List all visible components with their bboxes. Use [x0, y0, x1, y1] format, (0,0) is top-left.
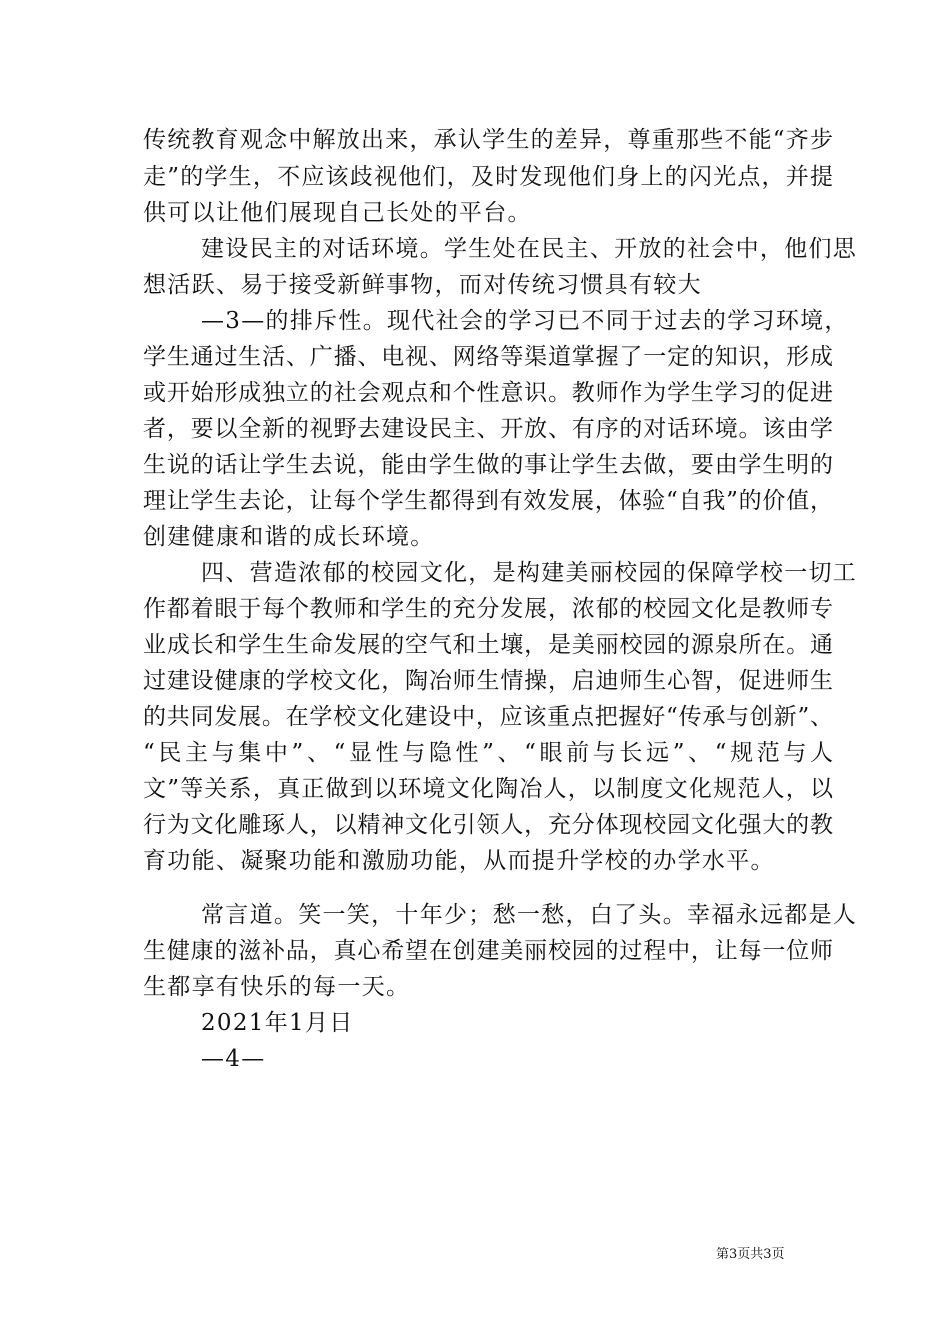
body-text-line: 生都享有快乐的每一天。 — [143, 974, 411, 1000]
body-text-line: 文”等关系，真正做到以环境文化陶冶人，以制度文化规范人，以 — [143, 776, 833, 802]
body-text-line: 生说的话让学生去说，能由学生做的事让学生去做，要由学生明的 — [143, 452, 833, 478]
date-line: 2021年1月日 — [201, 1010, 354, 1036]
page-marker: —4— — [201, 1046, 266, 1072]
body-text-line: 过建设健康的学校文化，陶冶师生情操，启迪师生心智，促进师生 — [143, 668, 833, 694]
body-text-line: 常言道。笑一笑，十年少；愁一愁，白了头。幸福永远都是人 — [201, 902, 858, 928]
body-text-line: 走”的学生，不应该歧视他们，及时发现他们身上的闪光点，并提 — [143, 164, 833, 190]
body-text-line: 作都着眼于每个教师和学生的充分发展，浓郁的校园文化是教师专 — [143, 596, 833, 622]
page-footer: 第3页共3页 — [716, 1247, 785, 1262]
body-text-line: 学生通过生活、广播、电视、网络等渠道掌握了一定的知识，形成 — [143, 344, 833, 370]
body-text-line: 创建健康和谐的成长环境。 — [143, 524, 435, 550]
body-text-line: 建设民主的对话环境。学生处在民主、开放的社会中，他们思 — [201, 236, 858, 262]
body-text-line: 想活跃、易于接受新鲜事物，而对传统习惯具有较大 — [143, 272, 702, 298]
body-text-line: “民主与集中”、“显性与隐性”、“眼前与长远”、“规范与人 — [143, 740, 833, 766]
body-text-line: 育功能、凝聚功能和激励功能，从而提升学校的办学水平。 — [143, 848, 775, 874]
body-text-line: 理让学生去论，让每个学生都得到有效发展，体验“自我”的价值， — [143, 488, 833, 514]
body-text-line: 业成长和学生生命发展的空气和土壤，是美丽校园的源泉所在。通 — [143, 632, 833, 658]
body-text-line: 供可以让他们展现自己长处的平台。 — [143, 200, 532, 226]
body-text-line: 四、营造浓郁的校园文化，是构建美丽校园的保障学校一切工 — [201, 560, 858, 586]
body-text-line: 行为文化雕琢人，以精神文化引领人，充分体现校园文化强大的教 — [143, 812, 833, 838]
body-text-line: 或开始形成独立的社会观点和个性意识。教师作为学生学习的促进 — [143, 380, 833, 406]
body-text-line: —3—的排斥性。现代社会的学习已不同于过去的学习环境， — [201, 308, 849, 334]
body-text-line: 者，要以全新的视野去建设民主、开放、有序的对话环境。该由学 — [143, 416, 833, 442]
body-text-line: 传统教育观念中解放出来，承认学生的差异，尊重那些不能“齐步 — [143, 127, 833, 153]
body-text-line: 的共同发展。在学校文化建设中，应该重点把握好“传承与创新”、 — [143, 704, 833, 730]
body-text-line: 生健康的滋补品，真心希望在创建美丽校园的过程中，让每一位师 — [143, 938, 833, 964]
